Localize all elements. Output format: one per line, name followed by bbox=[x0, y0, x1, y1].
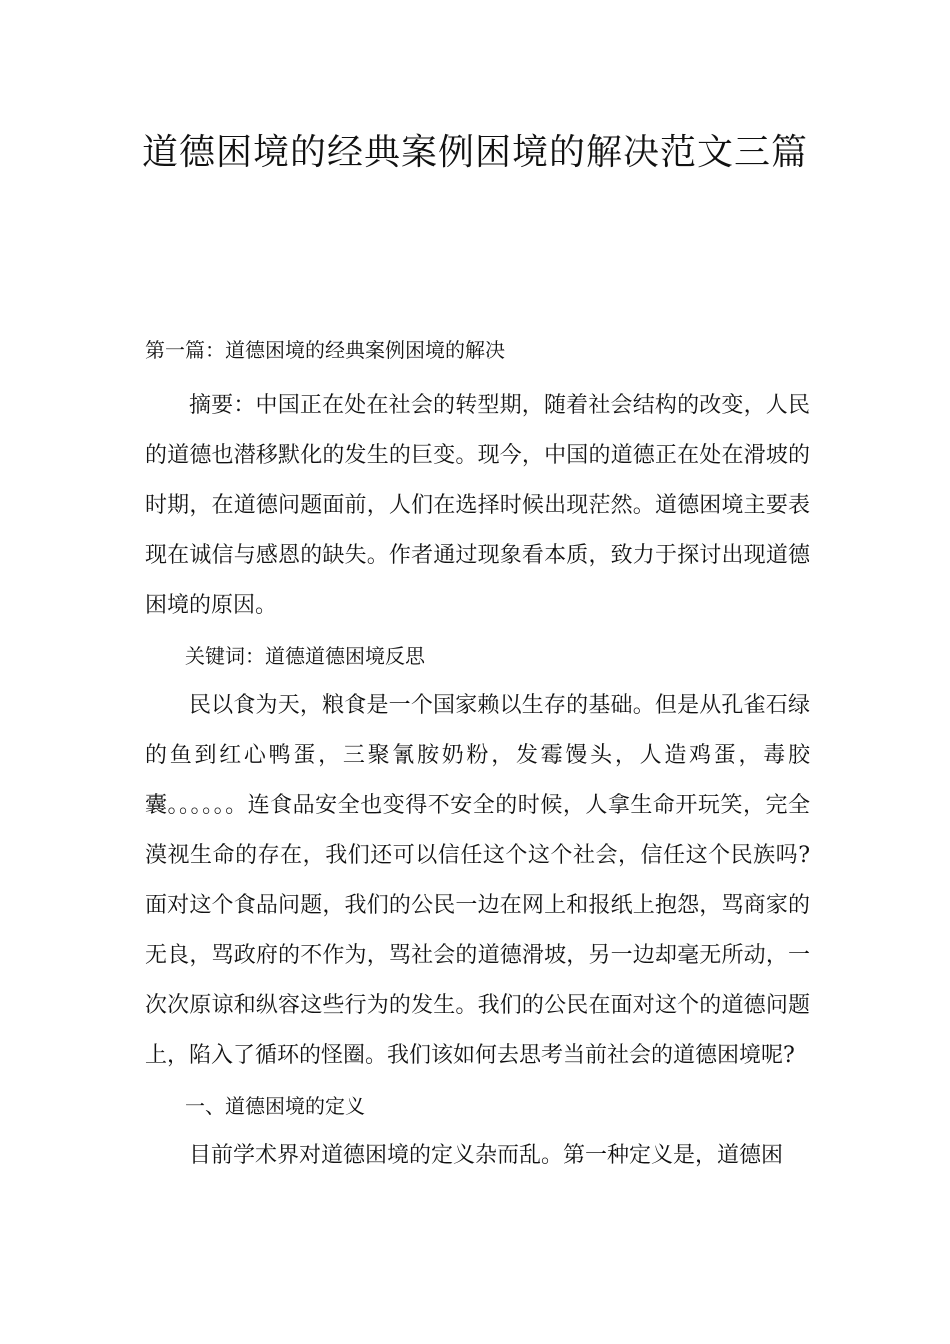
document-body bbox=[145, 335, 810, 1181]
body-paragraph: 目前学术界对道德困境的定义杂而乱。第一种定义是，道德困 bbox=[189, 1143, 784, 1168]
abstract-paragraph: 摘要：中国正在处在社会的转型期，随着社会结构的改变，人民的道德也潜移默化的发生的巨变。现今，中国的道德正在处在滑坡的时期，在道德问题面前，人们在选择时候出现茫然。道德困境主要表现在诚信与感恩的缺失。作者通过现象看本质，致力于探讨出现道德困境的原因。 bbox=[145, 393, 810, 618]
keywords-line: 关键词：道德道德困境反思 bbox=[185, 644, 425, 668]
part-heading: 第一篇：道德困境的经典案例困境的解决 bbox=[145, 338, 505, 362]
section-heading: 一、道德困境的定义 bbox=[185, 1094, 365, 1118]
body-paragraph: 民以食为天，粮食是一个国家赖以生存的基础。但是从孔雀石绿的鱼到红心鸭蛋，三聚氰胺奶粉，发霉馒头，人造鸡蛋，毒胶囊。。。。。。连食品安全也变得不安全的时候，人拿生命开玩笑，完全漠视生命的存在，我们还可以信任这个这个社会，信任这个民族吗?面对这个食品问题，我们的公民一边在网上和报纸上抱怨，骂商家的无良，骂政府的不作为，骂社会的道德滑坡，另一边却毫无所动，一次次原谅和纵容这些行为的发生。我们的公民在面对这个的道德问题上，陷入了循环的怪圈。我们该如何去思考当前社会的道德困境呢? bbox=[145, 693, 810, 1068]
document-title: 道德困境的经典案例困境的解决范文三篇 bbox=[141, 132, 808, 173]
